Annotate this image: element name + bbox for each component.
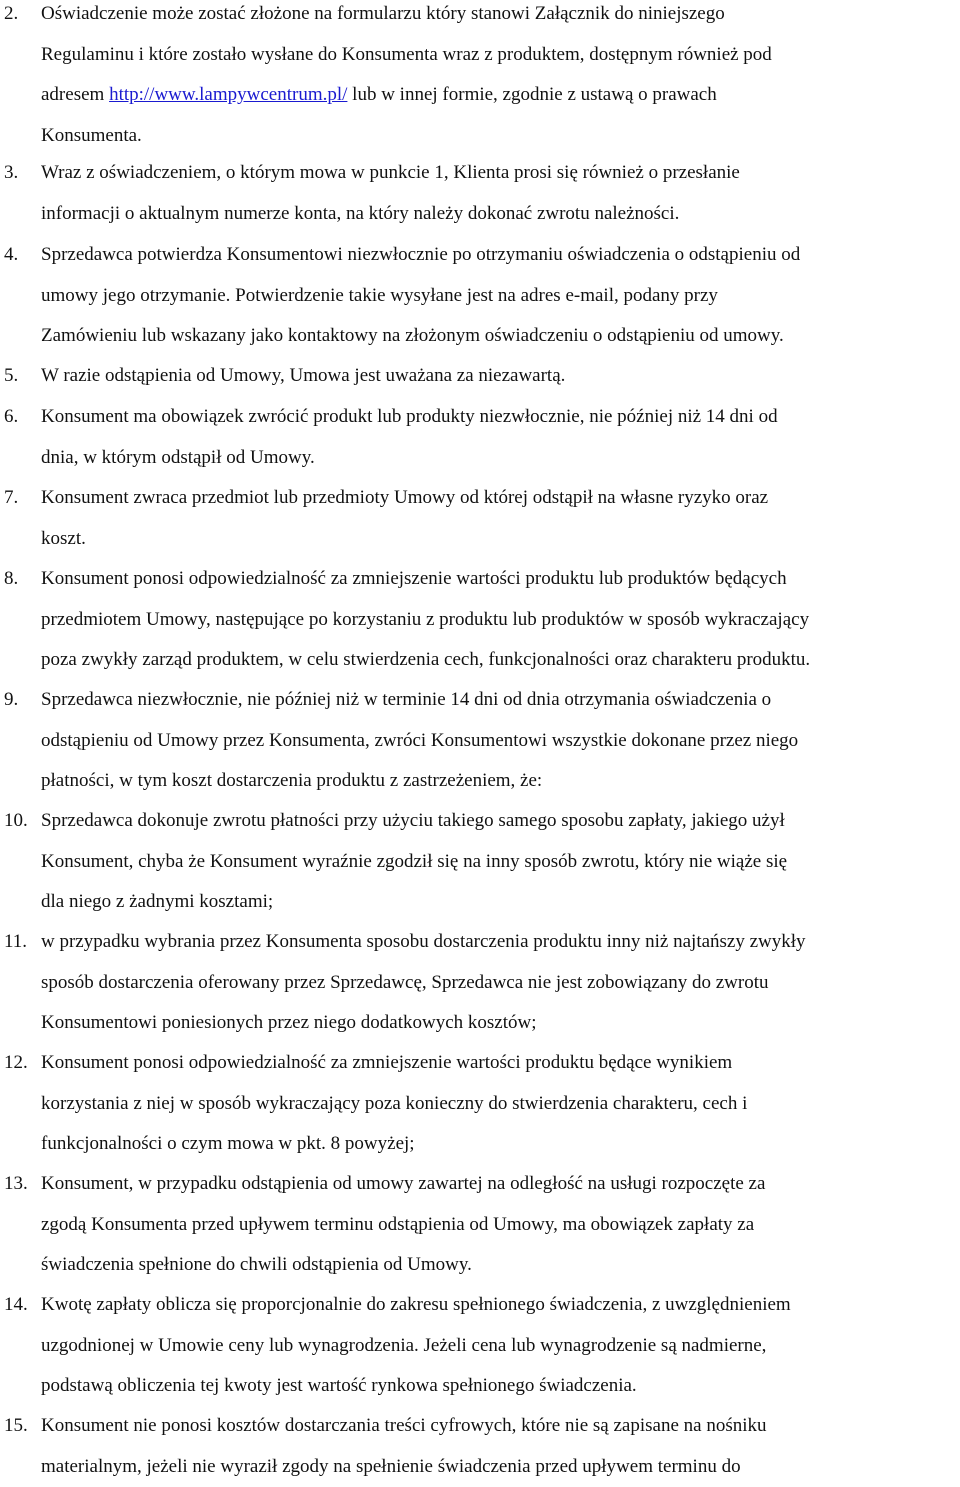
item-text-line: Oświadczenie może zostać złożone na formularzu który stanowi Załącznik do niniejszego bbox=[41, 0, 725, 35]
item-text-line: Sprzedawca potwierdza Konsumentowi niezwłocznie po otrzymaniu oświadczenia o odstąpieniu od bbox=[41, 235, 800, 276]
item-text-line: Konsument ma obowiązek zwrócić produkt lub produkty niezwłocznie, nie później niż 14 dni od bbox=[41, 397, 778, 438]
item-number: 15. bbox=[4, 1406, 28, 1447]
item-text-line: dnia, w którym odstąpił od Umowy. bbox=[41, 438, 315, 479]
item-text-line: Konsumenta. bbox=[41, 116, 142, 157]
item-text-line: Konsument ponosi odpowiedzialność za zmniejszenie wartości produktu będące wynikiem bbox=[41, 1043, 732, 1084]
item-text-line: Konsument, chyba że Konsument wyraźnie zgodził się na inny sposób zwrotu, który nie wiąże się bbox=[41, 842, 787, 883]
item-text-line: umowy jego otrzymanie. Potwierdzenie takie wysyłane jest na adres e-mail, podany przy bbox=[41, 276, 718, 317]
item-number: 11. bbox=[4, 922, 27, 963]
item-text-line: przedmiotem Umowy, następujące po korzystaniu z produktu lub produktów w sposób wykraczający bbox=[41, 600, 809, 641]
website-link[interactable]: http://www.lampywcentrum.pl/ bbox=[109, 84, 347, 105]
item-text-line: uzgodnionej w Umowie ceny lub wynagrodzenia. Jeżeli cena lub wynagrodzenie są nadmierne, bbox=[41, 1326, 766, 1367]
item-text-line: świadczenia spełnione do chwili odstąpienia od Umowy. bbox=[41, 1245, 472, 1286]
item-text-line: adresem http://www.lampywcentrum.pl/ lub w innej formie, zgodnie z ustawą o prawach bbox=[41, 75, 717, 116]
item-number: 5. bbox=[4, 356, 18, 397]
item-number: 10. bbox=[4, 801, 28, 842]
item-text-line: Sprzedawca niezwłocznie, nie później niż w terminie 14 dni od dnia otrzymania oświadczenia o bbox=[41, 680, 771, 721]
item-text-line: Sprzedawca dokonuje zwrotu płatności przy użyciu takiego samego sposobu zapłaty, jakiego użył bbox=[41, 801, 785, 842]
item-text-line: Konsument zwraca przedmiot lub przedmioty Umowy od której odstąpił na własne ryzyko oraz bbox=[41, 478, 768, 519]
item-number: 4. bbox=[4, 235, 18, 276]
item-text-line: informacji o aktualnym numerze konta, na który należy dokonać zwrotu należności. bbox=[41, 194, 679, 235]
item-number: 9. bbox=[4, 680, 18, 721]
item-text-line: Konsument nie ponosi kosztów dostarczania treści cyfrowych, które nie są zapisane na nośniku bbox=[41, 1406, 767, 1447]
item-text-line: materialnym, jeżeli nie wyraził zgody na spełnienie świadczenia przed upływem terminu do bbox=[41, 1447, 741, 1487]
item-text-line: dla niego z żadnymi kosztami; bbox=[41, 882, 273, 923]
item-text-line: Wraz z oświadczeniem, o którym mowa w punkcie 1, Klienta prosi się również o przesłanie bbox=[41, 153, 740, 194]
item-text-line: poza zwykły zarząd produktem, w celu stwierdzenia cech, funkcjonalności oraz charakteru produktu. bbox=[41, 640, 810, 681]
item-text-line: Konsument, w przypadku odstąpienia od umowy zawartej na odległość na usługi rozpoczęte za bbox=[41, 1164, 765, 1205]
item-text-line: odstąpieniu od Umowy przez Konsumenta, zwróci Konsumentowi wszystkie dokonane przez niego bbox=[41, 721, 798, 762]
item-text-line: zgodą Konsumenta przed upływem terminu odstąpienia od Umowy, ma obowiązek zapłaty za bbox=[41, 1205, 754, 1246]
item-text-line: w przypadku wybrania przez Konsumenta sposobu dostarczenia produktu inny niż najtańszy zwykły bbox=[41, 922, 806, 963]
item-number: 12. bbox=[4, 1043, 28, 1084]
item-text-line: Konsument ponosi odpowiedzialność za zmniejszenie wartości produktu lub produktów będących bbox=[41, 559, 787, 600]
item-text-line: korzystania z niej w sposób wykraczający poza konieczny do stwierdzenia charakteru, cech i bbox=[41, 1084, 747, 1125]
item-number: 8. bbox=[4, 559, 18, 600]
item-text-line: Zamówieniu lub wskazany jako kontaktowy na złożonym oświadczeniu o odstąpieniu od umowy. bbox=[41, 316, 784, 357]
item-number: 6. bbox=[4, 397, 18, 438]
item-text-line: koszt. bbox=[41, 519, 86, 560]
item-text-line: W razie odstąpienia od Umowy, Umowa jest uważana za niezawartą. bbox=[41, 356, 565, 397]
item-number: 2. bbox=[4, 0, 18, 35]
item-text-line: podstawą obliczenia tej kwoty jest wartość rynkowa spełnionego świadczenia. bbox=[41, 1366, 637, 1407]
item-text-line: płatności, w tym koszt dostarczenia produktu z zastrzeżeniem, że: bbox=[41, 761, 542, 802]
item-text-line: funkcjonalności o czym mowa w pkt. 8 powyżej; bbox=[41, 1124, 415, 1165]
item-text-line: Kwotę zapłaty oblicza się proporcjonalnie do zakresu spełnionego świadczenia, z uwzględnieniem bbox=[41, 1285, 791, 1326]
item-number: 13. bbox=[4, 1164, 28, 1205]
item-text-line: Konsumentowi poniesionych przez niego dodatkowych kosztów; bbox=[41, 1003, 536, 1044]
item-number: 3. bbox=[4, 153, 18, 194]
item-number: 7. bbox=[4, 478, 18, 519]
item-number: 14. bbox=[4, 1285, 28, 1326]
item-text-line: Regulaminu i które zostało wysłane do Konsumenta wraz z produktem, dostępnym również pod bbox=[41, 35, 772, 76]
item-text-line: sposób dostarczenia oferowany przez Sprzedawcę, Sprzedawca nie jest zobowiązany do zwrotu bbox=[41, 963, 769, 1004]
